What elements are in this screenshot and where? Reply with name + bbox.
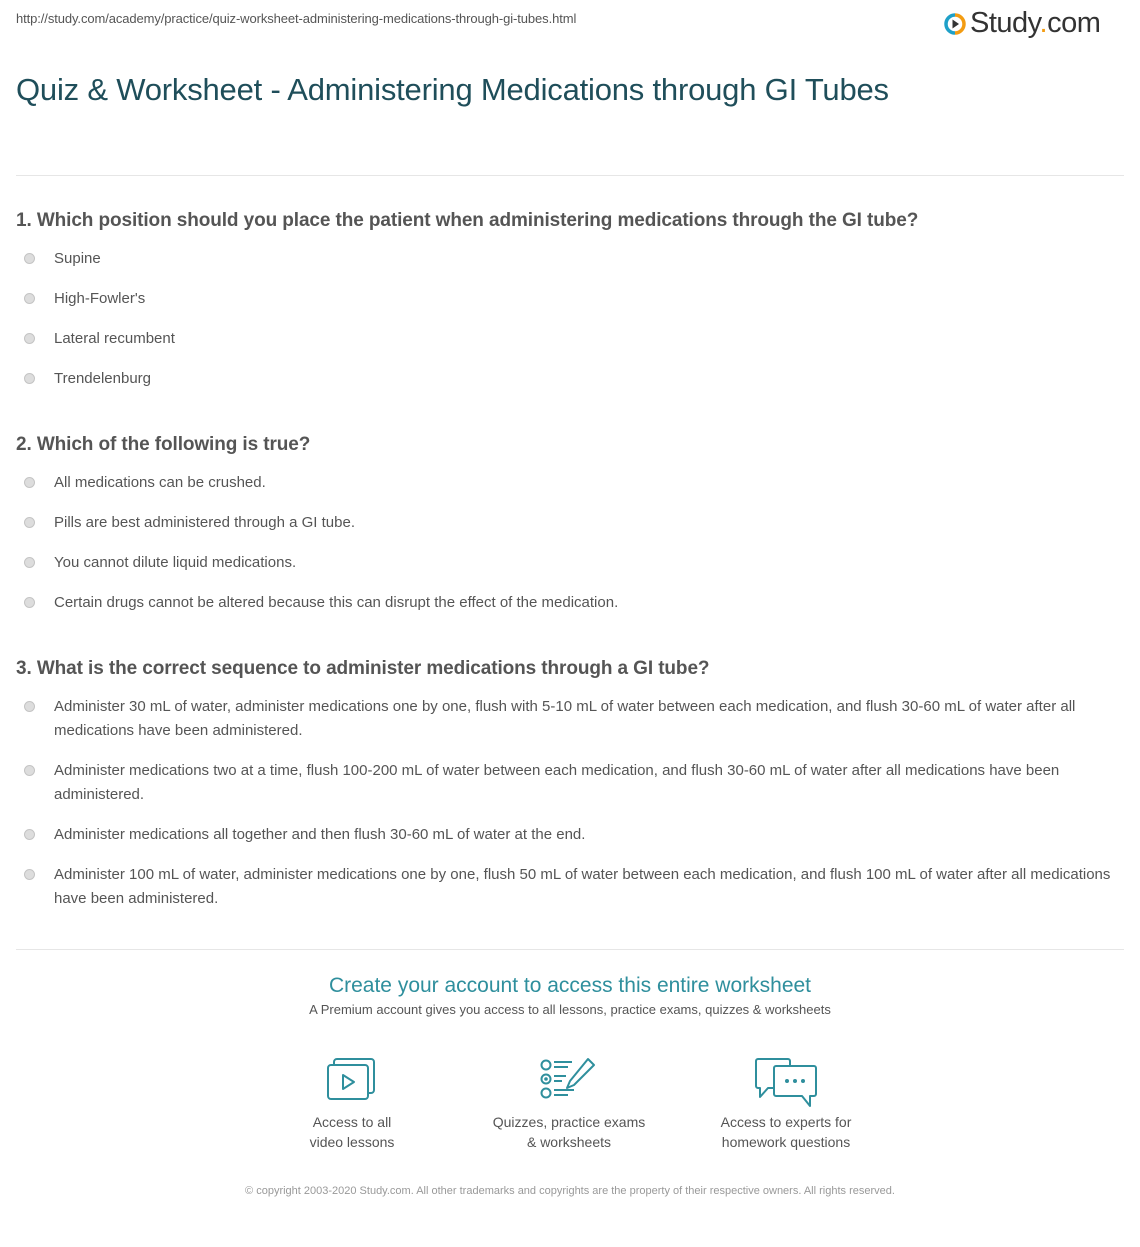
radio-button[interactable] — [24, 253, 35, 264]
logo-text: Study.com — [970, 7, 1101, 39]
radio-button[interactable] — [24, 517, 35, 528]
option-label: You cannot dilute liquid medications. — [54, 554, 297, 571]
feature-label: homework questions — [721, 1134, 851, 1150]
question-3 — [16, 657, 1124, 927]
answer-option[interactable] — [16, 511, 1124, 535]
radio-button[interactable] — [24, 373, 35, 384]
answer-option[interactable] — [16, 471, 1124, 495]
radio-button[interactable] — [24, 829, 35, 840]
answer-option[interactable] — [16, 287, 1124, 311]
feature-label: Quizzes, practice exams — [492, 1114, 646, 1130]
option-label: Pills are best administered through a GI tube. — [54, 514, 355, 531]
radio-button[interactable] — [24, 333, 35, 344]
feature-label: Access to experts for — [720, 1114, 852, 1130]
feature-label: & worksheets — [526, 1134, 612, 1150]
answer-option[interactable] — [16, 327, 1124, 351]
radio-button[interactable] — [24, 557, 35, 568]
page-title: Quiz & Worksheet - Administering Medications through GI Tubes — [16, 72, 889, 107]
question-title: 3. What is the correct sequence to administer medications through a GI tube? — [16, 658, 710, 679]
answer-option[interactable] — [16, 551, 1124, 575]
answer-option[interactable] — [16, 759, 1124, 807]
create-account-link[interactable]: Create your account to access this entire worksheet — [328, 974, 812, 997]
radio-button[interactable] — [24, 477, 35, 488]
answer-option[interactable] — [16, 863, 1124, 911]
option-label: Certain drugs cannot be altered because this can disrupt the effect of the medication. — [54, 594, 619, 611]
question-title: 2. Which of the following is true? — [16, 434, 311, 455]
radio-button[interactable] — [24, 293, 35, 304]
radio-button[interactable] — [24, 765, 35, 776]
option-label: Administer 30 mL of water, administer medications one by one, flush with 5-10 mL of water between each medication, and flush 30-60 mL of water after all medications have been administered. — [54, 698, 1076, 739]
radio-button[interactable] — [24, 597, 35, 608]
page-url: http://study.com/academy/practice/quiz-worksheet-administering-medications-through-gi-tubes.html — [16, 11, 577, 26]
option-label: All medications can be crushed. — [54, 474, 266, 491]
option-label: High-Fowler's — [54, 290, 146, 307]
option-label: Trendelenburg — [54, 370, 152, 387]
radio-button[interactable] — [24, 701, 35, 712]
promo-subtitle: A Premium account gives you access to all lessons, practice exams, quizzes & worksheets — [309, 1002, 831, 1017]
answer-option[interactable] — [16, 247, 1124, 271]
copyright-footer: © copyright 2003-2020 Study.com. All other trademarks and copyrights are the property of their respective owners. All rights reserved. — [245, 1185, 895, 1197]
divider — [16, 949, 1124, 950]
feature-experts — [686, 1056, 886, 1152]
option-label: Lateral recumbent — [54, 330, 175, 347]
study-logo[interactable] — [944, 9, 1100, 38]
answer-option[interactable] — [16, 823, 1124, 847]
quiz-checklist-icon — [540, 1056, 598, 1102]
answer-option[interactable] — [16, 367, 1124, 391]
feature-video-lessons — [252, 1056, 452, 1152]
video-lessons-icon — [326, 1056, 378, 1102]
question-2 — [16, 433, 1124, 631]
question-title: 1. Which position should you place the patient when administering medications through the GI tube? — [16, 210, 919, 231]
option-label: Administer 100 mL of water, administer medications one by one, flush 50 mL of water between each medication, and flush 100 mL of water after all medications have been administered. — [54, 866, 1111, 907]
chat-bubbles-icon — [754, 1056, 818, 1108]
feature-quizzes — [469, 1056, 669, 1152]
feature-label: video lessons — [309, 1134, 395, 1150]
feature-label: Access to all — [312, 1114, 392, 1130]
divider — [16, 175, 1124, 176]
answer-option[interactable] — [16, 591, 1124, 615]
option-label: Administer medications two at a time, flush 100-200 mL of water between each medication, and flush 30-60 mL of water after all medications have been administered. — [54, 762, 1060, 803]
option-label: Administer medications all together and then flush 30-60 mL of water at the end. — [54, 826, 586, 843]
signup-promo — [0, 972, 1140, 1020]
option-label: Supine — [54, 250, 101, 267]
question-1 — [16, 209, 1124, 407]
answer-option[interactable] — [16, 695, 1124, 743]
play-circle-logo-icon — [944, 13, 966, 35]
radio-button[interactable] — [24, 869, 35, 880]
